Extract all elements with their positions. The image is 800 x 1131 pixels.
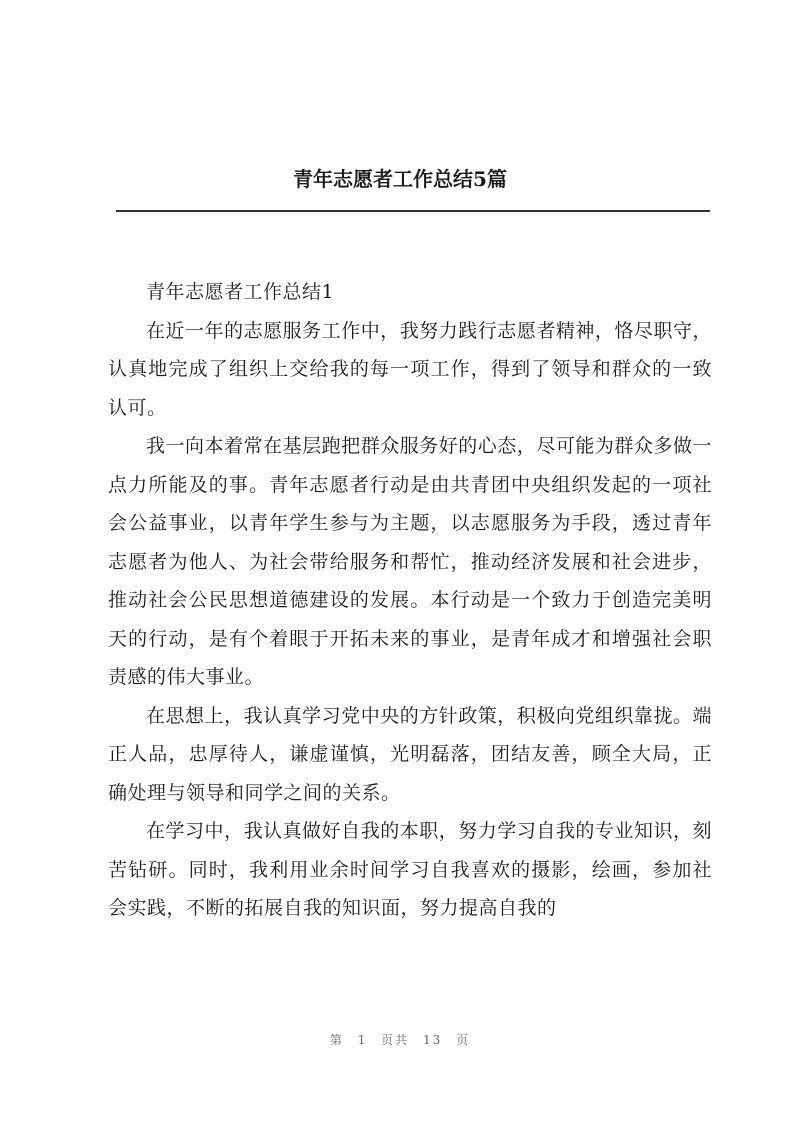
paragraph: 在思想上，我认真学习党中央的方针政策，积极向党组织靠拢。端正人品，忠厚待人，谦虚谨慎，光明磊落，团结友善，顾全大局，正确处理与领导和同学之间的关系。 [108,704,712,804]
document-body [108,273,712,928]
document-title: 青年志愿者工作总结5篇 [293,167,507,191]
paragraph: 在学习中，我认真做好自我的本职，努力学习自我的专业知识，刻苦钻研。同时，我利用业余时间学习自我喜欢的摄影，绘画，参加社会实践，不断的拓展自我的知识面，努力提高自我的 [108,820,712,919]
page-number-footer: 第 1 页共 13 页 [329,1033,471,1047]
title-divider [116,210,710,212]
paragraph: 我一向本着常在基层跑把群众服务好的心态，尽可能为群众多做一点力所能及的事。青年志愿者行动是由共青团中央组织发起的一项社会公益事业，以青年学生参与为主题，以志愿服务为手段，透过青年志愿者为他人、为社会带给服务和帮忙，推动经济发展和社会进步，推动社会公民思想道德建设的发展。本行动是一个致力于创造完美明天的行动，是有个着眼于开拓未来的事业，是青年成才和增强社会职责感的伟大事业。 [108,435,712,688]
section-heading: 青年志愿者工作总结1 [146,281,335,303]
paragraph: 在近一年的志愿服务工作中，我努力践行志愿者精神，恪尽职守，认真地完成了组织上交给我的每一项工作，得到了领导和群众的一致认可。 [108,319,712,419]
